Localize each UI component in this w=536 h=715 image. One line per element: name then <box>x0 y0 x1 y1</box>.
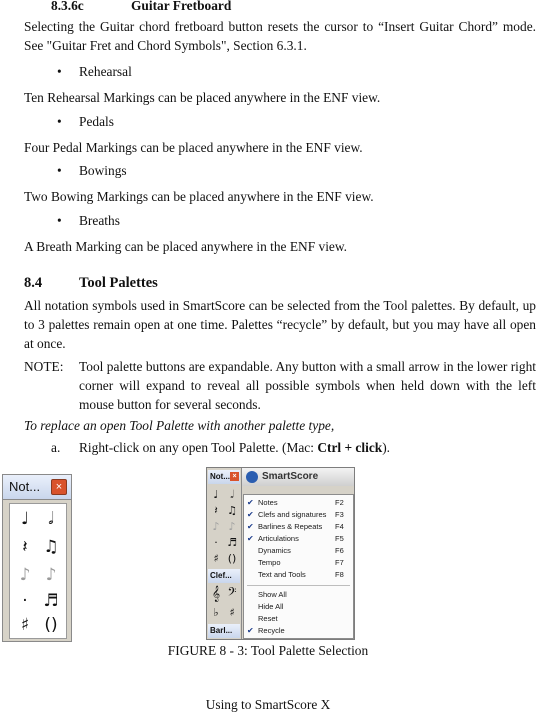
palette-buttons <box>9 503 67 639</box>
section-title-tool-palettes: Tool Palettes <box>79 275 158 291</box>
grace-note-icon[interactable]: ♪ <box>212 520 220 533</box>
breaths-paragraph: A Breath Marking can be placed anywhere in the ENF view. <box>24 239 348 254</box>
close-icon[interactable]: × <box>230 472 239 481</box>
bullet: • <box>57 213 62 228</box>
rehearsal-paragraph: Ten Rehearsal Markings can be placed anywhere in the ENF view. <box>24 90 381 105</box>
notes-palette-title[interactable]: Not... × <box>208 470 240 484</box>
section-title-guitar-fretboard: Guitar Fretboard <box>131 0 232 13</box>
palette-titlebar[interactable] <box>3 475 71 500</box>
procedure-title: To replace an open Tool Palette with another palette type, <box>24 418 335 433</box>
tool-palettes-paragraph: All notation symbols used in SmartScore can be selected from the Tool palettes. By default, up to 3 palettes remain open at one time. Palettes “recycle” by default, but you may have all open at once. <box>24 298 536 351</box>
quarter-rest-button[interactable]: 𝄽 <box>22 537 28 557</box>
step-a-lead: Right-click on any open Tool Palette. (Mac: <box>79 440 318 455</box>
quarter-note-icon[interactable]: ♩ <box>213 488 219 501</box>
dot-icon[interactable]: · <box>214 536 218 549</box>
grace-note-button[interactable]: ♪ <box>19 565 31 585</box>
menu-item-tempo[interactable]: Tempo F7 <box>258 558 344 567</box>
page-footer: Using to SmartScore X <box>205 697 331 712</box>
note-label: NOTE: <box>24 359 64 374</box>
menu-item-clefs[interactable]: ✔ Clefs and signatures F3 <box>247 510 344 519</box>
menu-item-recycle[interactable]: ✔ Recycle <box>247 626 285 635</box>
app-titlebar <box>242 468 354 486</box>
close-icon[interactable]: × <box>51 479 67 495</box>
beam-button[interactable]: ♬ <box>43 591 59 611</box>
triplet-icon[interactable]: ♫ <box>227 504 237 517</box>
sharp-icon[interactable]: ♯ <box>20 615 30 635</box>
menu-item-show-all[interactable]: Show All <box>258 590 287 599</box>
figure-caption: FIGURE 8 - 3: Tool Palette Selection <box>167 643 369 658</box>
palette-title: Not... <box>9 479 41 494</box>
check-icon: ✔ <box>247 522 254 531</box>
step-a-end: ). <box>382 440 391 455</box>
menu-item-barlines[interactable]: ✔ Barlines & Repeats F4 <box>247 522 344 531</box>
bullet: • <box>57 64 62 79</box>
cue-note-icon[interactable]: ♪ <box>228 520 236 533</box>
step-marker: a. <box>51 440 61 455</box>
menu-item-notes[interactable]: ✔ Notes F2 <box>247 498 344 507</box>
menu-item-articulations[interactable]: ✔ Articulations F5 <box>247 534 344 543</box>
rest-icon[interactable]: 𝄽 <box>214 504 218 517</box>
treble-clef-icon[interactable]: 𝄞 <box>211 586 221 602</box>
quarter-note-button[interactable]: ♩ <box>20 509 30 529</box>
sharp-signature-icon[interactable]: ♯ <box>229 606 235 619</box>
clef-palette-title[interactable]: Clef... <box>208 569 240 583</box>
section-number-84: 8.4 <box>24 275 43 291</box>
key-signature-icon[interactable]: ♭ <box>213 606 219 619</box>
palette-context-menu <box>243 494 354 639</box>
item-label-bowings: Bowings <box>79 163 127 178</box>
menu-item-reset[interactable]: Reset <box>258 614 278 623</box>
bullet: • <box>57 163 62 178</box>
step-a-text <box>79 438 536 457</box>
item-label-rehearsal: Rehearsal <box>79 64 132 79</box>
item-label-pedals: Pedals <box>79 114 114 129</box>
notes-palette-window[interactable] <box>2 474 72 642</box>
check-icon: ✔ <box>247 510 254 519</box>
note-paragraph: Tool palette buttons are expandable. Any button with a small arrow in the lower right corner will expand to reveal all possible symbols when held down with the left mouse button for several seconds. <box>79 359 536 412</box>
menu-item-dynamics[interactable]: Dynamics F6 <box>258 546 344 555</box>
menu-separator <box>247 585 350 586</box>
tool-palette-selection-screenshot <box>206 467 355 640</box>
bass-clef-icon[interactable]: 𝄢 <box>227 586 237 602</box>
palette-column <box>207 468 242 639</box>
half-note-icon[interactable]: 𝅗𝅥 <box>230 488 234 501</box>
smartscore-logo-icon <box>246 471 258 483</box>
parentheses-icon[interactable]: () <box>227 552 237 565</box>
item-label-breaths: Breaths <box>79 213 120 228</box>
pedals-paragraph: Four Pedal Markings can be placed anywhere in the ENF view. <box>24 140 363 155</box>
sharp-icon[interactable]: ♯ <box>213 552 219 565</box>
menu-item-text-tools[interactable]: Text and Tools F8 <box>258 570 344 579</box>
step-a-shortcut: Ctrl + click <box>317 440 383 455</box>
bowings-paragraph: Two Bowing Markings can be placed anywhere in the ENF view. <box>24 189 374 204</box>
beam-icon[interactable]: ♬ <box>227 536 237 549</box>
check-icon: ✔ <box>247 498 254 507</box>
menu-item-hide-all[interactable]: Hide All <box>258 602 284 611</box>
cue-note-button[interactable]: ♪ <box>45 565 57 585</box>
guitar-fretboard-paragraph: Selecting the Guitar chord fretboard button resets the cursor to “Insert Guitar Chord” mode. See "Guitar Fret and Chord Symbols", Section 6.3.1. <box>24 19 536 53</box>
section-number-836: 8.3.6c <box>51 0 84 13</box>
app-title: SmartScore <box>262 471 319 482</box>
half-note-button[interactable]: 𝅗𝅥 <box>48 509 54 529</box>
triplet-button[interactable]: ♫ <box>43 537 59 557</box>
dot-button[interactable]: · <box>22 591 28 611</box>
check-icon: ✔ <box>247 534 254 543</box>
barline-palette-title[interactable]: Barl... <box>208 624 240 638</box>
parentheses-button[interactable]: () <box>44 615 58 635</box>
check-icon: ✔ <box>247 626 254 635</box>
bullet: • <box>57 114 62 129</box>
